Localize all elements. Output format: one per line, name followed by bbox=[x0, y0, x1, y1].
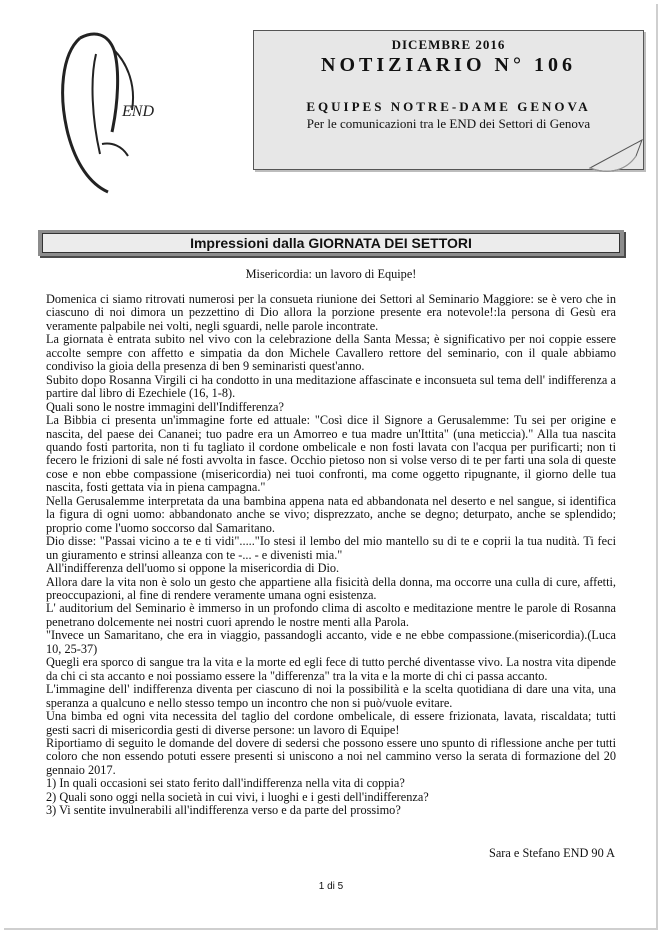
question-item: 2) Quali sono oggi nella società in cui vivi, i luoghi e i gesti dell'indifferenza? bbox=[46, 789, 429, 804]
paragraph: All'indifferenza dell'uomo si oppone la misericordia di Dio. bbox=[46, 561, 340, 576]
article-subtitle: Misericordia: un lavoro di Equipe! bbox=[245, 267, 417, 281]
article-signature: Sara e Stefano END 90 A bbox=[488, 846, 615, 860]
section-title: Impressioni dalla GIORNATA DEI SETTORI bbox=[42, 233, 620, 253]
question-item: 3) Vi sentite invulnerabili all'indifferenza verso e da parte del prossimo? bbox=[46, 803, 401, 818]
paragraph: Allora dare la vita non è solo un gesto che appartiene alla fisicità della donna, ma occorre una culla di cure, affetti, preoccupazioni, al fine di rendere veramente umana ogni esistenza. bbox=[46, 574, 616, 602]
newsletter-title: NOTIZIARIO N° 106 bbox=[321, 54, 576, 76]
paragraph: Nella Gerusalemme interpretata da una bambina appena nata ed abbandonata nel deserto e nel sangue, si identifica la figura di ogni uomo: abbandonato anche se vivo; disprezzato, anche se degno; deturpato, anche se splendido; proprio come l'uomo soccorso dal Samaritano. bbox=[46, 493, 616, 535]
header-box bbox=[253, 30, 644, 170]
paragraph: La Bibbia ci presenta un'immagine forte ed attuale: "Così dice il Signore a Gerusalemme: Tu sei per origine e nascita, del paese dei Cananei; tuo padre era un Amorreo e tua madre un'Ittita" (una meticcia)." Alla tua nascita quando fosti partorita, non ti fu tagliato il cordone ombelicale e non fosti lavata con l'acqua per purificarti; non ti fecero le frizioni di sale né fosti avvolta in fasce. Occhio pietoso non si volse verso di te per farti una sola di queste cose e non ebbe compassione (misericordia) nei tuoi confronti, ma come oggetto ripugnante, il giorno delle tua nascita, fosti gettata via in piena campagna." bbox=[46, 413, 616, 495]
page-number: 1 di 5 bbox=[318, 881, 344, 892]
paragraph: Subito dopo Rosanna Virgili ci ha condotto in una meditazione affascinate e inconsueta sul tema dell' indifferenza a partire dal libro di Ezechiele (16, 1-8). bbox=[46, 372, 616, 401]
paragraph: Quegli era sporco di sangue tra la vita e la morte ed egli fece di tutto perché diventasse vivo. La nostra vita dipende da chi ci sta accanto e noi possiamo essere la "differenza" tra la vita e la morte di chi ci passa accanto. bbox=[46, 655, 616, 683]
paragraph: La giornata è entrata subito nel vivo con la celebrazione della Santa Messa; è significativo per noi coppie essere accolte sempre con affetto e simpatia da don Michele Cavallero rettore del seminario, con il quale abbiamo condiviso la gioia della presenza di ben 9 seminaristi quest'anno. bbox=[46, 332, 616, 374]
paragraph: Dio disse: "Passai vicino a te e ti vidi"....."Io stesi il lembo del mio mantello su di te e coprii la tua nudità. Ti feci un giuramento e strinsi alleanza con te -... - e divenisti mia." bbox=[46, 534, 616, 562]
organization-name: EQUIPES NOTRE-DAME GENOVA bbox=[306, 99, 591, 114]
paragraph: Riportiamo di seguito le domande del dovere di sedersi che possono essere uno spunto di riflessione anche per tutti coloro che non essendo potuti essere presenti si uniscono a noi nel cammino verso la serata di formazione del 20 gennaio 2017. bbox=[46, 735, 616, 777]
paragraph: L' auditorium del Seminario è immerso in un profondo clima di ascolto e meditazione mentre le parole di Rosanna penetrano dolcemente nei nostri cuori aprendo le nostre menti alla Parola. bbox=[46, 601, 616, 629]
header-subtitle: Per le comunicazioni tra le END dei Settori di Genova bbox=[306, 116, 591, 131]
section-banner bbox=[38, 230, 624, 256]
paragraph: Una bimba ed ogni vita necessita del taglio del cordone ombelicale, di essere frizionata, lavata, riscaldata; tutti gesti sacri di misericordia gesti di diverse persone: un lavoro di Equipe! bbox=[46, 709, 616, 737]
article-body bbox=[46, 293, 616, 818]
page-curl-icon bbox=[588, 138, 644, 180]
end-logo-icon bbox=[40, 24, 175, 194]
paragraph: L'immagine dell' indifferenza diventa per ciascuno di noi la possibilità e la scelta quotidiana di dare una vita, una speranza a qualcuno e nello stesso tempo un incontro che non si può/vuole evitare. bbox=[46, 682, 616, 710]
paragraph: Domenica ci siamo ritrovati numerosi per la consueta riunione dei Settori al Seminario Maggiore: se è vero che in ciascuno di noi dimora un pezzettino di Dio allora la porzione presente era notevole!:la persona di Gesù era veramente palpabile nei volti, negli sguardi, nelle parole incontrate. bbox=[46, 292, 616, 333]
paragraph: "Invece un Samaritano, che era in viaggio, passandogli accanto, vide e ne ebbe compassione.(misericordia).(Luca 10, 25-37) bbox=[46, 628, 616, 656]
issue-date: DICEMBRE 2016 bbox=[391, 37, 506, 52]
paragraph: Quali sono le nostre immagini dell'Indifferenza? bbox=[46, 399, 284, 414]
question-item: 1) In quali occasioni sei stato ferito dall'indifferenza nella vita di coppia? bbox=[46, 776, 405, 791]
logo-text: END bbox=[122, 103, 154, 120]
